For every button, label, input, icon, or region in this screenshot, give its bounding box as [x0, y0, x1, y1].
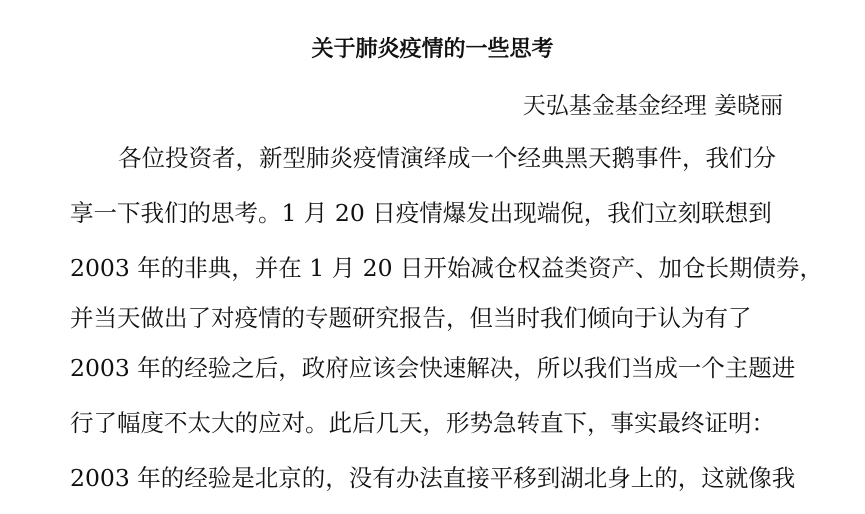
paragraph-line: 2003 年的非典，并在 1 月 20 日开始减仓权益类资产、加仓长期债券，	[70, 254, 824, 282]
paragraph-line: 行了幅度不太大的应对。此后几天，形势急转直下，事实最终证明：	[70, 409, 775, 437]
paragraph-line: 2003 年的经验之后，政府应该会快速解决，所以我们当成一个主题进	[70, 354, 796, 382]
paragraph-line: 各位投资者，新型肺炎疫情演绎成一个经典黑天鹅事件，我们分	[118, 144, 776, 172]
author-byline: 天弘基金基金经理 姜晓丽	[522, 93, 783, 119]
paragraph-line: 享一下我们的思考。1 月 20 日疫情爆发出现端倪，我们立刻联想到	[70, 199, 772, 227]
paragraph-line: 2003 年的经验是北京的，没有办法直接平移到湖北身上的，这就像我	[70, 464, 796, 492]
document-title: 关于肺炎疫情的一些思考	[311, 37, 554, 62]
paragraph-line: 并当天做出了对疫情的专题研究报告，但当时我们倾向于认为有了	[70, 304, 752, 332]
